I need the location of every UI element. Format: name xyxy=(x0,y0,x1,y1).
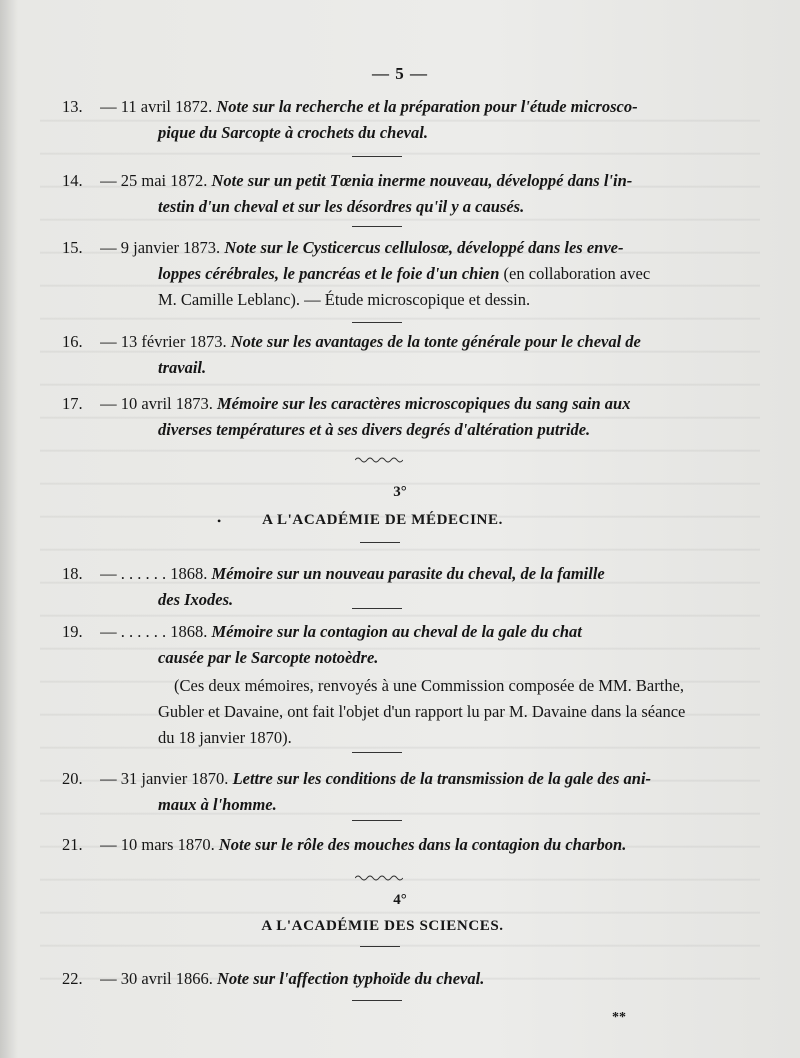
divider xyxy=(352,226,402,227)
divider xyxy=(352,156,402,157)
entry-20 xyxy=(62,766,687,818)
entry-number: 19. xyxy=(62,622,83,641)
entry-title-cont: diverses températures et à ses divers degrés d'altération putride. xyxy=(158,420,591,439)
entry-date: — 11 avril 1872. xyxy=(100,97,213,116)
section-number: 3° xyxy=(393,484,407,500)
entry-date: — . . . . . . 1868. xyxy=(100,622,208,641)
entry-title: Note sur l'affection typhoïde du cheval. xyxy=(217,969,485,988)
ornament-wave xyxy=(355,455,403,465)
ornament-wave xyxy=(355,873,403,883)
entry-title: Lettre sur les conditions de la transmission de la gale des ani- xyxy=(232,769,652,788)
entry-number: 13. xyxy=(62,97,83,116)
entry-title: Note sur les avantages de la tonte générale pour le cheval de xyxy=(230,332,641,351)
divider xyxy=(360,946,400,947)
entry-date: — 10 avril 1873. xyxy=(100,394,213,413)
entry-date: — 9 janvier 1873. xyxy=(100,238,221,257)
entry-title: Mémoire sur la contagion au cheval de la gale du chat xyxy=(211,622,582,641)
signature-mark: ** xyxy=(612,1010,626,1025)
divider xyxy=(352,820,402,821)
entry-date: — 10 mars 1870. xyxy=(100,835,215,854)
divider xyxy=(360,542,400,543)
entry-date: — . . . . . . 1868. xyxy=(100,564,208,583)
entry-title-cont: loppes cérébrales, le pancréas et le foie d'un chien xyxy=(158,264,500,283)
divider xyxy=(352,322,402,323)
entry-title-cont: testin d'un cheval et sur les désordres qu'il y a causés. xyxy=(158,197,525,216)
entry-14 xyxy=(62,168,687,220)
page-number: — 5 — xyxy=(372,64,428,83)
entry-16 xyxy=(62,329,687,381)
entry-title: Note sur le rôle des mouches dans la contagion du charbon. xyxy=(218,835,627,854)
section-number: 4° xyxy=(393,892,407,908)
entry-date: — 13 février 1873. xyxy=(100,332,227,351)
entry-title-cont: pique du Sarcopte à crochets du cheval. xyxy=(158,123,428,142)
entry-title: Note sur le Cysticercus cellulosœ, développé dans les enve- xyxy=(224,238,624,257)
entry-title: Mémoire sur un nouveau parasite du cheval, de la famille xyxy=(211,564,605,583)
entry-15 xyxy=(62,235,687,313)
entry-title: Note sur la recherche et la préparation pour l'étude microsco- xyxy=(216,97,638,116)
entry-title-cont: maux à l'homme. xyxy=(158,795,277,814)
entry-title: Note sur un petit Tœnia inerme nouveau, développé dans l'in- xyxy=(211,171,633,190)
entry-17 xyxy=(62,391,687,443)
entry-date: — 30 avril 1866. xyxy=(100,969,213,988)
entry-collab-cont: M. Camille Leblanc). — Étude microscopique et dessin. xyxy=(158,290,531,309)
entry-22 xyxy=(62,966,687,992)
entry-collab: (en collaboration avec xyxy=(499,264,651,283)
entry-number: 15. xyxy=(62,238,83,257)
entry-title-cont: travail. xyxy=(158,358,207,377)
ink-dot: • xyxy=(217,514,222,528)
entry-13 xyxy=(62,94,687,146)
entry-date: — 31 janvier 1870. xyxy=(100,769,229,788)
commission-note: (Ces deux mémoires, renvoyés à une Commission composée de MM. Barthe, Gubler et Davaine, ont fait l'objet d'un rapport lu par M. Davaine dans la séance du 18 janvier 1870). xyxy=(158,676,686,747)
divider xyxy=(352,1000,402,1001)
entry-number: 16. xyxy=(62,332,83,351)
divider xyxy=(352,608,402,609)
divider xyxy=(352,752,402,753)
entry-18 xyxy=(62,561,687,613)
entry-title-cont: des Ixodes. xyxy=(158,590,234,609)
entry-21 xyxy=(62,832,687,858)
entry-number: 20. xyxy=(62,769,83,788)
entry-date: — 25 mai 1872. xyxy=(100,171,208,190)
entry-title: Mémoire sur les caractères microscopiques du sang sain aux xyxy=(217,394,631,413)
entry-number: 17. xyxy=(62,394,83,413)
entry-number: 18. xyxy=(62,564,83,583)
entry-title-cont: causée par le Sarcopte notoèdre. xyxy=(158,648,379,667)
entry-number: 21. xyxy=(62,835,83,854)
entry-number: 14. xyxy=(62,171,83,190)
section-title: A L'ACADÉMIE DES SCIENCES. xyxy=(261,918,504,934)
entry-number: 22. xyxy=(62,969,83,988)
entry-19 xyxy=(62,619,687,671)
section-title: A L'ACADÉMIE DE MÉDECINE. xyxy=(262,512,503,528)
